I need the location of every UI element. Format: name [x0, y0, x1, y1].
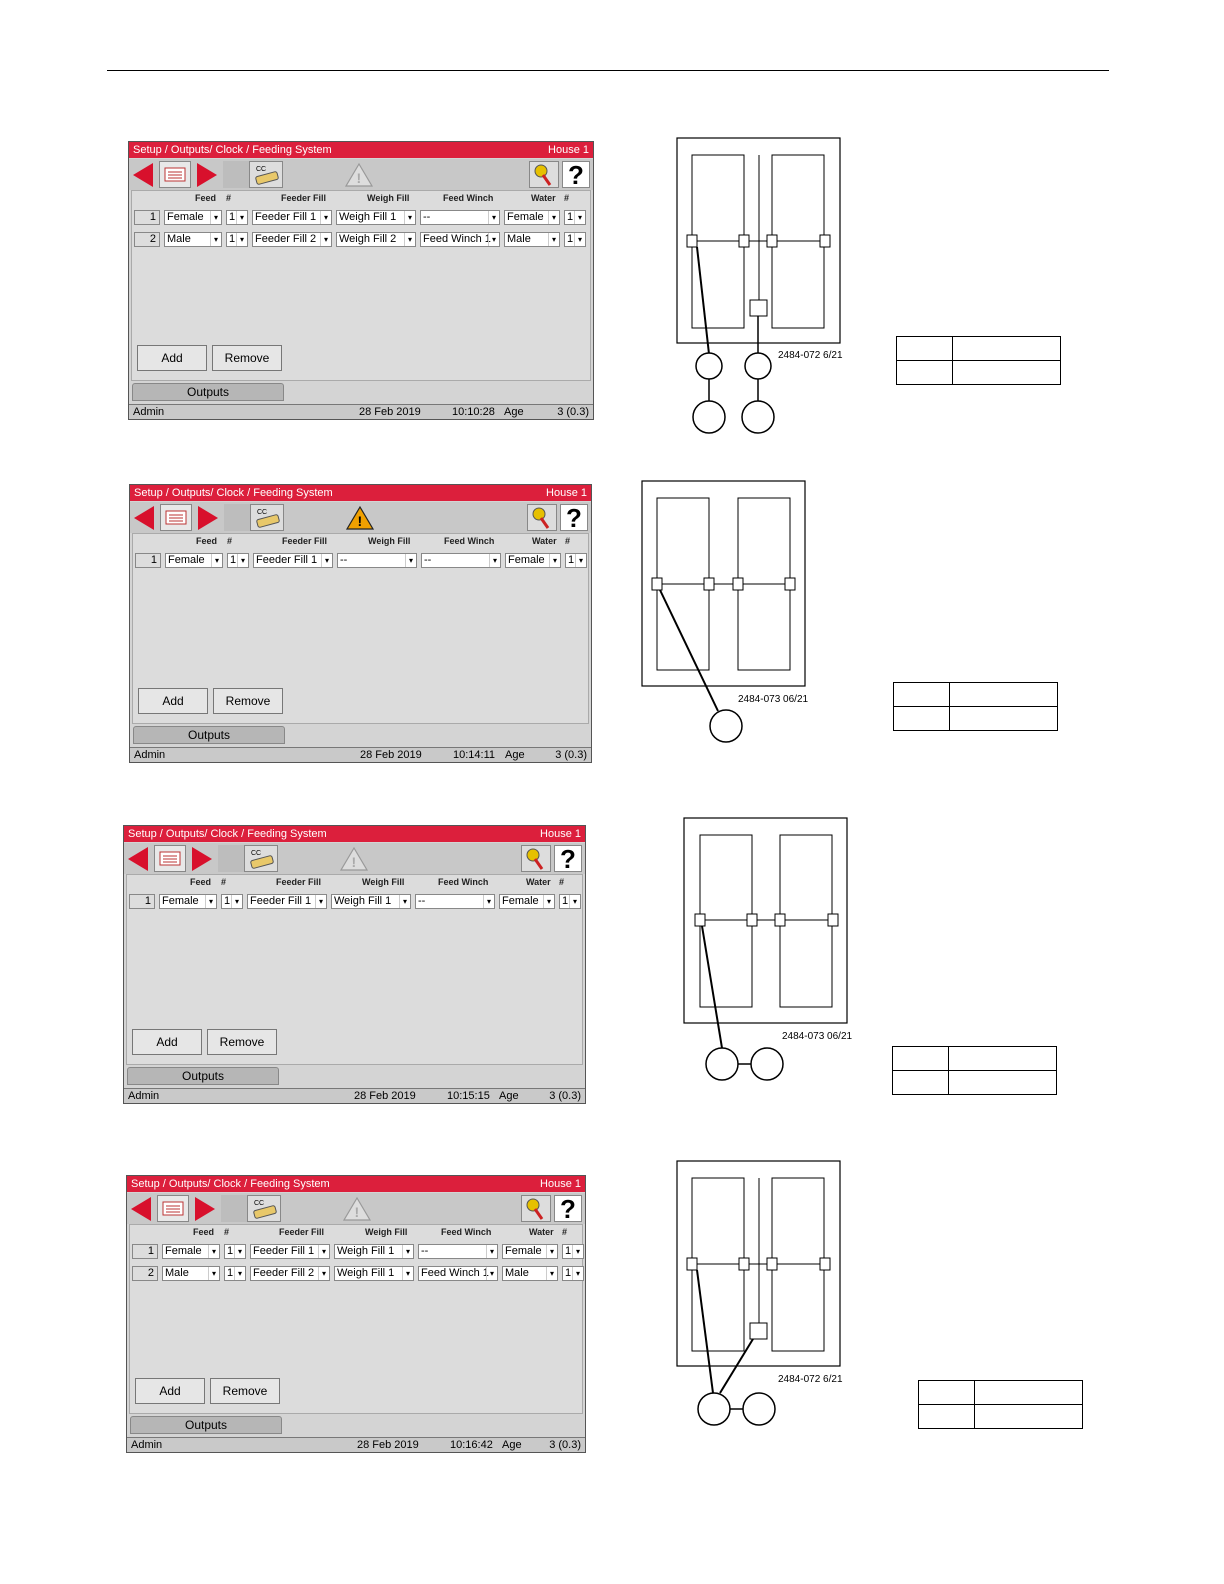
warning-icon[interactable]	[344, 161, 374, 188]
winch-dropdown[interactable]	[420, 232, 500, 247]
chevron-down-icon[interactable]: ▾	[320, 211, 331, 224]
feeder-value: Feeder Fill 2	[253, 1267, 315, 1279]
warning-icon[interactable]	[342, 1195, 372, 1222]
wnum-dropdown[interactable]	[562, 1244, 584, 1259]
table-header	[129, 193, 593, 205]
tab-outputs[interactable]: Outputs	[132, 383, 284, 401]
toolbar	[124, 843, 585, 874]
chevron-down-icon[interactable]: ▾	[210, 233, 221, 246]
user-key-icon[interactable]	[527, 504, 557, 531]
column-header: Feed Winch	[443, 193, 494, 203]
wnum-dropdown[interactable]	[564, 210, 586, 225]
forward-arrow-icon[interactable]	[192, 847, 212, 871]
user-key-icon[interactable]	[521, 845, 551, 872]
remove-button[interactable]: Remove	[210, 1378, 280, 1404]
remove-button[interactable]: Remove	[212, 345, 282, 371]
cc-key-icon[interactable]	[250, 504, 284, 531]
feeding-system-screen	[123, 825, 586, 1104]
tab-outputs[interactable]: Outputs	[127, 1067, 279, 1085]
weigh-dropdown[interactable]	[334, 1266, 414, 1281]
feed-dropdown[interactable]	[164, 210, 222, 225]
chevron-down-icon[interactable]: ▾	[569, 895, 580, 908]
weigh-value: Weigh Fill 1	[339, 211, 397, 223]
chevron-down-icon[interactable]: ▾	[549, 554, 560, 567]
title-bar	[130, 485, 591, 501]
weigh-value: Weigh Fill 1	[337, 1267, 395, 1279]
column-header: Water	[531, 193, 556, 203]
feed-dropdown[interactable]	[164, 232, 222, 247]
feeder-dropdown[interactable]	[250, 1244, 330, 1259]
chevron-down-icon[interactable]: ▾	[548, 233, 559, 246]
table-row	[132, 553, 589, 569]
weigh-value: --	[340, 554, 348, 566]
winch-value: --	[424, 554, 432, 566]
water-value: Male	[507, 233, 531, 245]
wnum-dropdown[interactable]	[564, 232, 586, 247]
feed-dropdown[interactable]	[159, 894, 217, 909]
winch-dropdown[interactable]	[418, 1266, 498, 1281]
num-value: 1	[227, 1245, 234, 1257]
weigh-value: Weigh Fill 1	[337, 1245, 395, 1257]
remove-button[interactable]: Remove	[207, 1029, 277, 1055]
table-row	[131, 210, 591, 226]
chevron-down-icon[interactable]: ▾	[488, 211, 499, 224]
tab-outputs[interactable]: Outputs	[130, 1416, 282, 1434]
age-value: 3 (0.3)	[549, 1090, 581, 1102]
help-icon[interactable]: ?	[562, 161, 590, 188]
column-header: Weigh Fill	[362, 877, 405, 887]
weigh-dropdown[interactable]	[336, 210, 416, 225]
column-header: Feed Winch	[438, 877, 489, 887]
weigh-dropdown[interactable]	[337, 553, 417, 568]
blank-table	[918, 1380, 1083, 1429]
svg-text:!: !	[357, 513, 363, 529]
table-row	[126, 894, 583, 910]
chevron-down-icon[interactable]: ▾	[404, 233, 415, 246]
chevron-down-icon[interactable]: ▾	[548, 211, 559, 224]
feeder-value: Feeder Fill 1	[256, 554, 318, 566]
age-label: Age	[499, 1090, 519, 1102]
user-key-icon[interactable]	[529, 161, 559, 188]
warning-icon[interactable]	[339, 845, 369, 872]
wnum-value: 1	[565, 1267, 572, 1279]
house-label: House 1	[540, 828, 581, 840]
column-header: Feeder Fill	[281, 193, 327, 203]
back-arrow-icon[interactable]	[131, 1197, 151, 1221]
back-arrow-icon[interactable]	[134, 506, 154, 530]
row-number[interactable]: 1	[132, 1244, 158, 1259]
diagram-2	[630, 473, 830, 753]
svg-text:CC: CC	[254, 1200, 265, 1207]
water-value: Female	[507, 211, 544, 223]
row-number[interactable]: 2	[134, 232, 160, 247]
menu-icon[interactable]	[154, 845, 186, 872]
chevron-down-icon[interactable]: ▾	[404, 211, 415, 224]
status-time: 10:16:42	[450, 1439, 493, 1451]
cc-key-icon[interactable]	[244, 845, 278, 872]
diagram-code: 2484-072 6/21	[778, 1374, 843, 1385]
column-header: Feeder Fill	[282, 536, 328, 546]
num-dropdown[interactable]	[227, 553, 249, 568]
table-row	[129, 1266, 583, 1282]
column-header: #	[226, 193, 232, 203]
wnum-dropdown[interactable]	[562, 1266, 584, 1281]
chevron-down-icon[interactable]: ▾	[320, 233, 331, 246]
column-header: Feed	[190, 877, 212, 887]
status-date: 28 Feb 2019	[354, 1090, 416, 1102]
chevron-down-icon[interactable]: ▾	[572, 1267, 583, 1280]
winch-value: Feed Winch 1	[421, 1267, 489, 1279]
water-dropdown[interactable]	[502, 1266, 558, 1281]
column-header: Feeder Fill	[276, 877, 322, 887]
chevron-down-icon[interactable]: ▾	[234, 1267, 245, 1280]
water-value: Male	[505, 1267, 529, 1279]
feeder-dropdown[interactable]	[247, 894, 327, 909]
feeder-value: Feeder Fill 2	[255, 233, 317, 245]
num-value: 1	[224, 895, 231, 907]
help-icon[interactable]: ?	[560, 504, 588, 531]
house-label: House 1	[546, 487, 587, 499]
diagram-code: 2484-073 06/21	[782, 1031, 853, 1042]
back-arrow-icon[interactable]	[128, 847, 148, 871]
svg-text:CC: CC	[251, 850, 262, 857]
status-date: 28 Feb 2019	[357, 1439, 419, 1451]
wnum-value: 1	[568, 554, 575, 566]
age-label: Age	[504, 406, 524, 418]
column-header: Feed Winch	[444, 536, 495, 546]
status-bar	[129, 404, 593, 419]
feed-value: Female	[165, 1245, 202, 1257]
feed-value: Female	[167, 211, 204, 223]
breadcrumb: Setup / Outputs/ Clock / Feeding System	[128, 828, 327, 840]
chevron-down-icon[interactable]: ▾	[402, 1267, 413, 1280]
user-name: Admin	[134, 749, 166, 761]
title-bar	[129, 142, 593, 158]
breadcrumb: Setup / Outputs/ Clock / Feeding System	[134, 487, 333, 499]
num-dropdown[interactable]	[226, 232, 248, 247]
help-icon[interactable]: ?	[554, 845, 582, 872]
diagram-code: 2484-072 6/21	[778, 350, 843, 361]
column-header: Water	[526, 877, 551, 887]
feed-value: Male	[167, 233, 191, 245]
chevron-down-icon[interactable]: ▾	[402, 1245, 413, 1258]
column-header: Feed Winch	[441, 1227, 492, 1237]
column-header: #	[564, 193, 570, 203]
column-header: Water	[529, 1227, 554, 1237]
add-button[interactable]: Add	[135, 1378, 205, 1404]
user-name: Admin	[131, 1439, 163, 1451]
chevron-down-icon[interactable]: ▾	[208, 1245, 219, 1258]
chevron-down-icon[interactable]: ▾	[486, 1267, 497, 1280]
chevron-down-icon[interactable]: ▾	[321, 554, 332, 567]
chevron-down-icon[interactable]: ▾	[489, 554, 500, 567]
feed-value: Female	[162, 895, 199, 907]
winch-value: Feed Winch 1	[423, 233, 491, 245]
status-bar	[130, 747, 591, 762]
feeder-dropdown[interactable]	[253, 553, 333, 568]
column-header: Feed	[195, 193, 217, 203]
age-value: 3 (0.3)	[557, 406, 589, 418]
page-top-rule	[107, 70, 1109, 71]
winch-dropdown[interactable]	[420, 210, 500, 225]
table-header	[124, 877, 585, 889]
user-name: Admin	[133, 406, 165, 418]
house-label: House 1	[540, 1178, 581, 1190]
blank-table	[892, 1046, 1057, 1095]
feed-dropdown[interactable]	[165, 553, 223, 568]
chevron-down-icon[interactable]: ▾	[399, 895, 410, 908]
chevron-down-icon[interactable]: ▾	[211, 554, 222, 567]
feeder-value: Feeder Fill 1	[255, 211, 317, 223]
wnum-dropdown[interactable]	[565, 553, 587, 568]
toolbar	[127, 1193, 585, 1224]
feed-dropdown[interactable]	[162, 1266, 220, 1281]
row-number[interactable]: 1	[129, 894, 155, 909]
house-label: House 1	[548, 144, 589, 156]
chevron-down-icon[interactable]: ▾	[231, 895, 242, 908]
water-dropdown[interactable]	[505, 553, 561, 568]
feeder-dropdown[interactable]	[252, 210, 332, 225]
menu-icon[interactable]	[157, 1195, 189, 1222]
water-value: Female	[508, 554, 545, 566]
diagram-code: 2484-073 06/21	[738, 694, 809, 705]
cc-key-icon[interactable]	[247, 1195, 281, 1222]
winch-dropdown[interactable]	[421, 553, 501, 568]
row-number[interactable]: 2	[132, 1266, 158, 1281]
feeder-dropdown[interactable]	[252, 232, 332, 247]
diagram-4	[660, 1153, 860, 1443]
feed-value: Male	[165, 1267, 189, 1279]
status-time: 10:15:15	[447, 1090, 490, 1102]
column-header: #	[221, 877, 227, 887]
chevron-down-icon[interactable]: ▾	[543, 895, 554, 908]
chevron-down-icon[interactable]: ▾	[318, 1245, 329, 1258]
blank-table	[893, 682, 1058, 731]
wnum-value: 1	[565, 1245, 572, 1257]
num-dropdown[interactable]	[226, 210, 248, 225]
water-dropdown[interactable]	[504, 210, 560, 225]
feeder-value: Feeder Fill 1	[250, 895, 312, 907]
row-number[interactable]: 1	[135, 553, 161, 568]
winch-value: --	[423, 211, 431, 223]
weigh-dropdown[interactable]	[336, 232, 416, 247]
user-key-icon[interactable]	[521, 1195, 551, 1222]
diagram-1	[660, 130, 860, 440]
column-header: Weigh Fill	[365, 1227, 408, 1237]
forward-arrow-icon[interactable]	[198, 506, 218, 530]
age-label: Age	[505, 749, 525, 761]
chevron-down-icon[interactable]: ▾	[488, 233, 499, 246]
chevron-down-icon[interactable]: ▾	[210, 211, 221, 224]
winch-dropdown[interactable]	[415, 894, 495, 909]
chevron-down-icon[interactable]: ▾	[205, 895, 216, 908]
menu-icon[interactable]	[159, 161, 191, 188]
help-icon[interactable]: ?	[554, 1195, 582, 1222]
svg-text:!: !	[354, 1204, 360, 1220]
table-header	[127, 1227, 585, 1239]
num-dropdown[interactable]	[224, 1266, 246, 1281]
status-time: 10:14:11	[453, 749, 496, 761]
feed-value: Female	[168, 554, 205, 566]
water-value: Female	[505, 1245, 542, 1257]
winch-dropdown[interactable]	[418, 1244, 498, 1259]
feeding-system-screen	[128, 141, 594, 420]
diagram-3	[672, 810, 872, 1090]
num-value: 1	[229, 233, 236, 245]
wnum-dropdown[interactable]	[559, 894, 581, 909]
remove-button[interactable]: Remove	[213, 688, 283, 714]
column-header: #	[227, 536, 233, 546]
weigh-value: Weigh Fill 1	[334, 895, 392, 907]
num-dropdown[interactable]	[221, 894, 243, 909]
wnum-value: 1	[562, 895, 569, 907]
status-date: 28 Feb 2019	[359, 406, 421, 418]
tab-outputs[interactable]: Outputs	[133, 726, 285, 744]
back-arrow-icon[interactable]	[133, 163, 153, 187]
column-header: Water	[532, 536, 557, 546]
chevron-down-icon[interactable]: ▾	[234, 1245, 245, 1258]
toolbar	[130, 502, 591, 533]
wnum-value: 1	[567, 233, 574, 245]
age-value: 3 (0.3)	[549, 1439, 581, 1451]
svg-text:!: !	[351, 854, 357, 870]
title-bar	[127, 1176, 585, 1192]
column-header: Feed	[193, 1227, 215, 1237]
chevron-down-icon[interactable]: ▾	[483, 895, 494, 908]
feeding-system-screen	[126, 1175, 586, 1453]
wnum-value: 1	[567, 211, 574, 223]
age-label: Age	[502, 1439, 522, 1451]
weigh-value: Weigh Fill 2	[339, 233, 397, 245]
cc-key-icon[interactable]	[249, 161, 283, 188]
feeding-system-screen	[129, 484, 592, 763]
breadcrumb: Setup / Outputs/ Clock / Feeding System	[133, 144, 332, 156]
forward-arrow-icon[interactable]	[195, 1197, 215, 1221]
column-header: Feeder Fill	[279, 1227, 325, 1237]
weigh-dropdown[interactable]	[331, 894, 411, 909]
chevron-down-icon[interactable]: ▾	[318, 1267, 329, 1280]
age-value: 3 (0.3)	[555, 749, 587, 761]
feeder-value: Feeder Fill 1	[253, 1245, 315, 1257]
status-time: 10:10:28	[452, 406, 495, 418]
feeder-dropdown[interactable]	[250, 1266, 330, 1281]
column-header: Weigh Fill	[367, 193, 410, 203]
feed-dropdown[interactable]	[162, 1244, 220, 1259]
chevron-down-icon[interactable]: ▾	[546, 1267, 557, 1280]
blank-table	[896, 336, 1061, 385]
column-header: #	[565, 536, 571, 546]
num-value: 1	[227, 1267, 234, 1279]
chevron-down-icon[interactable]: ▾	[546, 1245, 557, 1258]
weigh-dropdown[interactable]	[334, 1244, 414, 1259]
status-date: 28 Feb 2019	[360, 749, 422, 761]
status-bar	[127, 1437, 585, 1452]
table-row	[131, 232, 591, 248]
winch-value: --	[421, 1245, 429, 1257]
add-button[interactable]: Add	[132, 1029, 202, 1055]
water-dropdown[interactable]	[502, 1244, 558, 1259]
num-value: 1	[230, 554, 237, 566]
water-dropdown[interactable]	[504, 232, 560, 247]
svg-text:CC: CC	[256, 166, 267, 173]
water-dropdown[interactable]	[499, 894, 555, 909]
num-value: 1	[229, 211, 236, 223]
chevron-down-icon[interactable]: ▾	[208, 1267, 219, 1280]
winch-value: --	[418, 895, 426, 907]
warning-icon[interactable]	[345, 504, 375, 531]
add-button[interactable]: Add	[138, 688, 208, 714]
toolbar	[129, 159, 593, 190]
chevron-down-icon[interactable]: ▾	[572, 1245, 583, 1258]
num-dropdown[interactable]	[224, 1244, 246, 1259]
chevron-down-icon[interactable]: ▾	[575, 554, 586, 567]
table-header	[130, 536, 591, 548]
chevron-down-icon[interactable]: ▾	[574, 233, 585, 246]
breadcrumb: Setup / Outputs/ Clock / Feeding System	[131, 1178, 330, 1190]
forward-arrow-icon[interactable]	[197, 163, 217, 187]
menu-icon[interactable]	[160, 504, 192, 531]
chevron-down-icon[interactable]: ▾	[486, 1245, 497, 1258]
chevron-down-icon[interactable]: ▾	[237, 554, 248, 567]
column-header: #	[224, 1227, 230, 1237]
chevron-down-icon[interactable]: ▾	[236, 233, 247, 246]
water-value: Female	[502, 895, 539, 907]
chevron-down-icon[interactable]: ▾	[236, 211, 247, 224]
column-header: Feed	[196, 536, 218, 546]
chevron-down-icon[interactable]: ▾	[405, 554, 416, 567]
svg-text:CC: CC	[257, 509, 268, 516]
add-button[interactable]: Add	[137, 345, 207, 371]
status-bar	[124, 1088, 585, 1103]
svg-text:!: !	[356, 170, 362, 186]
table-row	[129, 1244, 583, 1260]
column-header: Weigh Fill	[368, 536, 411, 546]
column-header: #	[559, 877, 565, 887]
title-bar	[124, 826, 585, 842]
row-number[interactable]: 1	[134, 210, 160, 225]
column-header: #	[562, 1227, 568, 1237]
user-name: Admin	[128, 1090, 160, 1102]
chevron-down-icon[interactable]: ▾	[574, 211, 585, 224]
chevron-down-icon[interactable]: ▾	[315, 895, 326, 908]
